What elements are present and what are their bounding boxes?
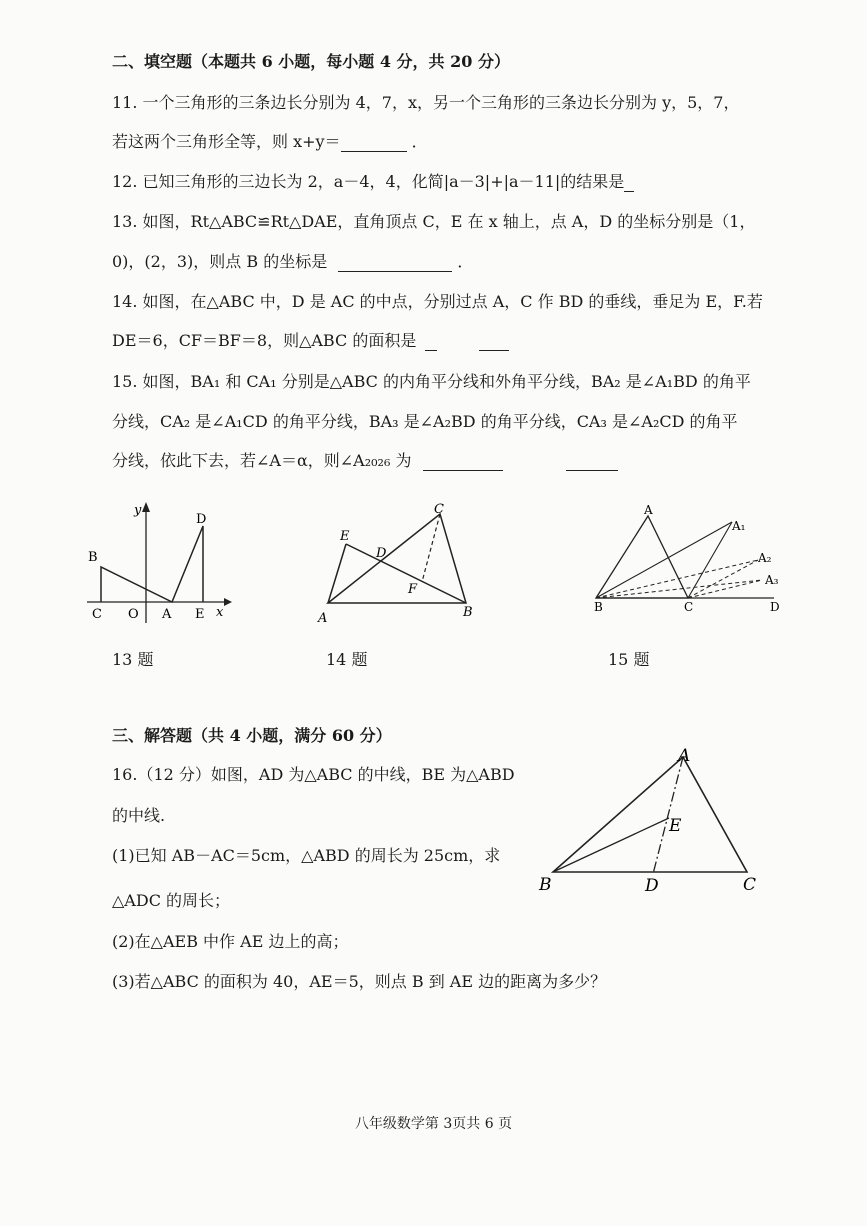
q11-line1: 11. 一个三角形的三条边长分别为 4，7，x，另一个三角形的三条边长分别为 y，5，7， xyxy=(112,93,740,112)
q11-tail: ． xyxy=(411,132,428,151)
fig15-label-A2: A₂ xyxy=(758,551,772,565)
q14-answer-blank-b xyxy=(479,334,509,351)
q15-line3 xyxy=(112,451,618,471)
q13-answer-blank xyxy=(338,255,452,272)
q14-line1: 14. 如图，在△ABC 中，D 是 AC 的中点，分别过点 A，C 作 BD 的垂线，垂足为 E，F.若 xyxy=(112,292,763,311)
fig13-label-B: B xyxy=(88,550,98,565)
q14-line2 xyxy=(112,331,509,351)
fig15-label-C: C xyxy=(684,600,694,614)
fig13-label-E: E xyxy=(195,607,205,622)
figure-15 xyxy=(582,500,782,620)
fig13-label-O: O xyxy=(128,607,139,622)
fig14-label-A: A xyxy=(318,611,328,626)
q16-line5: (2)在△AEB 中作 AE 边上的高； xyxy=(112,932,349,951)
section-2-title: 二、填空题（本题共 6 小题，每小题 4 分，共 20 分） xyxy=(112,52,510,71)
q13-line2 xyxy=(112,252,473,272)
q11-answer-blank xyxy=(341,135,407,152)
q11-line2 xyxy=(112,132,428,152)
q12-answer-blank xyxy=(624,175,634,192)
fig14-label-D: D xyxy=(376,546,387,561)
fig16-label-B: B xyxy=(539,875,552,895)
page-footer: 八年级数学第 3页共 6 页 xyxy=(354,1116,513,1132)
fig13-label-x: x xyxy=(216,605,224,620)
fig13-label-A: A xyxy=(162,607,172,622)
q15-answer-blank-a xyxy=(423,454,503,471)
fig16-label-E: E xyxy=(669,816,682,836)
figure-14 xyxy=(312,500,487,630)
q12-text: 12. 已知三角形的三边长为 2，a－4，4，化简|a－3|+|a－11|的结果是 xyxy=(112,172,625,191)
fig13-label-D: D xyxy=(196,512,207,527)
q14-answer-blank-a xyxy=(425,334,437,351)
q11-text: 若这两个三角形全等，则 x+y＝ xyxy=(112,132,341,151)
q14-text: DE＝6，CF＝BF＝8，则△ABC 的面积是 xyxy=(112,331,417,350)
q16-line2: 的中线. xyxy=(112,806,166,825)
q13-text: 0)，(2，3)，则点 B 的坐标是 xyxy=(112,252,328,271)
q16-line4: △ADC 的周长； xyxy=(112,891,231,910)
fig16-label-C: C xyxy=(743,875,757,895)
section-3-title: 三、解答题（共 4 小题，满分 60 分） xyxy=(112,726,392,745)
fig15-label-B: B xyxy=(594,600,603,614)
fig15-label-A1: A₁ xyxy=(732,519,746,533)
fig15-caption: 15 题 xyxy=(608,650,650,669)
q12-line1 xyxy=(112,172,634,192)
fig14-label-E: E xyxy=(340,529,350,544)
q13-line1: 13. 如图，Rt△ABC≌Rt△DAE，直角顶点 C，E 在 x 轴上，点 A，D 的坐标分别是（1， xyxy=(112,212,756,231)
fig13-caption: 13 题 xyxy=(112,650,154,669)
fig15-label-D: D xyxy=(770,600,780,614)
fig16-label-D: D xyxy=(645,876,659,896)
fig16-label-A: A xyxy=(678,746,691,766)
figure-16 xyxy=(535,742,775,902)
q15-text: 分线，依此下去，若∠A＝α，则∠A₂₀₂₆ 为 xyxy=(112,451,412,470)
q13-tail: ． xyxy=(457,252,474,271)
q16-line6: (3)若△ABC 的面积为 40，AE＝5，则点 B 到 AE 边的距离为多少？ xyxy=(112,972,607,991)
q16-line3: (1)已知 AB－AC＝5cm，△ABD 的周长为 25cm，求 xyxy=(112,846,501,865)
fig13-label-y: y xyxy=(134,503,142,518)
q15-line1: 15. 如图，BA₁ 和 CA₁ 分别是△ABC 的内角平分线和外角平分线，BA₂ 是∠A₁BD 的角平 xyxy=(112,372,751,391)
fig15-label-A: A xyxy=(644,503,653,517)
fig15-label-A3: A₃ xyxy=(765,573,779,587)
fig14-label-C: C xyxy=(434,502,444,517)
q16-line1: 16.（12 分）如图，AD 为△ABC 的中线，BE 为△ABD xyxy=(112,765,515,784)
fig14-caption: 14 题 xyxy=(326,650,368,669)
fig14-label-F: F xyxy=(408,582,418,597)
q15-line2: 分线，CA₂ 是∠A₁CD 的角平分线，BA₃ 是∠A₂BD 的角平分线，CA₃ 是∠A₂CD 的角平 xyxy=(112,412,738,431)
fig14-label-B: B xyxy=(463,605,473,620)
fig13-label-C: C xyxy=(92,607,102,622)
figure-13 xyxy=(82,498,232,628)
q15-answer-blank-b xyxy=(566,454,618,471)
